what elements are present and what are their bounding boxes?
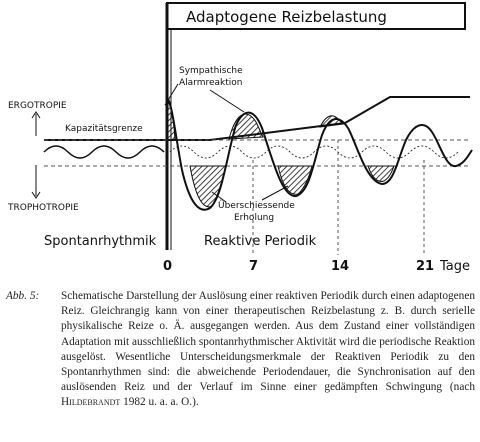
- label-overshoot-1: Überschiessende: [218, 201, 295, 211]
- label-reaktive-periodik: Reaktive Periodik: [204, 234, 317, 249]
- label-sympathetic-2: Alarmreaktion: [179, 78, 243, 88]
- label-kapazitaetsgrenze: Kapazitätsgrenze: [65, 124, 143, 134]
- tick-label-14: 14: [331, 259, 350, 274]
- caption-label: Abb. 5:: [6, 290, 40, 302]
- label-trophotropie: TROPHOTROPIE: [8, 203, 79, 213]
- tick-label-0: 0: [163, 259, 173, 274]
- label-spontanrhythmik: Spontanrhythmik: [44, 234, 157, 249]
- spontaneous-rhythm-continued: [170, 146, 458, 158]
- stimulus-banner-text: Adaptogene Reizbelastung: [186, 8, 387, 26]
- label-sympathetic-1: Sympathische: [179, 66, 243, 76]
- caption-main: Schematische Darstellung der Auslösung einer reaktiven Periodik durch einen adaptogenen Reiz. Gleichrangig kann von einer therapeutischen Reizbelastung z. B. durch serielle physikalische Reize o. Ä. ausgegangen werden. Aus dem Zustand einer vollständigen Adaptation mit ausschließlich spontanrhythmischer Aktivität wird die periodische Reaktion ausgelöst. Wesentliche Unterscheidungsmerkmale der Reaktiven Periodik zu den Spontanrhythmen sind: die abweichende Periodendauer, die Synchronisation auf den auslösenden Reiz und der Verlauf im Sinne einer gedämpften Schwingung (nach: [61, 290, 475, 394]
- tick-label-21: 21: [416, 259, 435, 274]
- pointer-sympathetic-2: [210, 90, 244, 112]
- spontaneous-rhythm-curve: [44, 146, 164, 158]
- caption-text: [61, 289, 475, 411]
- label-overshoot-2: Erholung: [234, 213, 275, 223]
- x-unit-label: Tage: [440, 259, 471, 274]
- label-ergotropie: ERGOTROPIE: [8, 101, 67, 111]
- tick-label-7: 7: [249, 259, 259, 274]
- caption-end: 1982 u. a. a. O.).: [120, 396, 199, 409]
- caption-author: Hildebrandt: [61, 396, 121, 409]
- pointer-overshoot-2: [262, 186, 288, 200]
- hatched-trough-2: [278, 166, 312, 194]
